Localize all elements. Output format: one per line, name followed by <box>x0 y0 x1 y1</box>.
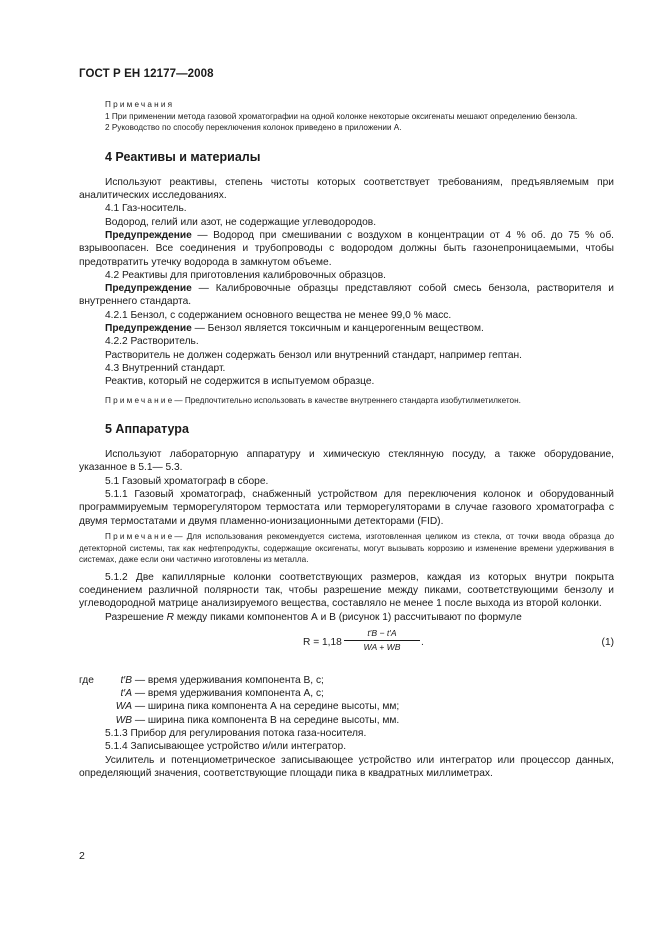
warning-text: — Бензол является токсичным и канцерогенным веществом. <box>191 323 484 335</box>
paragraph: Разрешение R между пиками компонентов А и В (рисунок 1) рассчитывают по формуле <box>105 611 522 623</box>
document-header: ГОСТ Р ЕН 12177—2008 <box>79 68 214 80</box>
warning-text: — Калибровочные образцы представляют собой смесь бензола, растворителя и внутреннего стандарта. <box>79 283 614 308</box>
symbol: WB <box>115 714 132 726</box>
equation-number: (1) <box>601 636 614 648</box>
paragraph: Усилитель и потенциометрическое записывающее устройство или интегратор или процессор данных, определяющий значения, соответствующие площади пика в квадратных миллиметрах. <box>79 754 614 779</box>
definition-row: WB — ширина пика компонента В на середине высоты, мм. <box>79 714 614 727</box>
page-number: 2 <box>79 850 85 862</box>
paragraph: Реактив, который не содержится в испытуемом образце. <box>105 376 375 388</box>
section-5-heading: 5 Аппаратура <box>105 422 189 437</box>
note-label: Примечание <box>105 531 175 541</box>
paragraph: 4.2.1 Бензол, с содержанием основного вещества не менее 99,0 % масс. <box>105 309 452 321</box>
paragraph: Используют лабораторную аппаратуру и химическую стеклянную посуду, а также оборудование, указанное в 5.1— 5.3. <box>79 449 614 474</box>
definition-row: где t′B — время удерживания компонента В, с; <box>79 674 324 686</box>
paragraph: 4.3 Внутренний стандарт. <box>105 362 226 374</box>
document-body <box>79 99 614 780</box>
paragraph: 5.1 Газовый хроматограф в сборе. <box>105 475 269 487</box>
paragraph: 5.1.2 Две капиллярные колонки соответствующих размеров, каждая из которых внутри покрыта соединением различной полярности так, чтобы разрешение между пиками, соответствующими бензолу и углеводородной матрице анализируемого вещества, составляло не менее 1 после выхода из второй колонки. <box>79 571 614 610</box>
paragraph: Водород, гелий или азот, не содержащие углеводородов. <box>105 216 377 228</box>
fraction-bar <box>344 640 420 641</box>
note-text: — Предпочтительно использовать в качестве внутреннего стандарта изобутилметилкетон. <box>174 395 521 405</box>
note-text: — Для использования рекомендуется система, изготовленная целиком из стекла, от точки ввода образца до детекторной системы, так как нефтепродукты, содержащие оксигенаты, могут вызывать коррозию и изменение времени удерживания в системах, даже если они частично изготовлены из металла. <box>79 531 614 565</box>
variable-r: R <box>166 611 175 623</box>
section-5-note <box>79 531 614 566</box>
paragraph: 4.2 Реактивы для приготовления калибровочных образцов. <box>105 269 386 281</box>
note-item-2: 2 Руководство по способу переключения колонок приведено в приложении А. <box>105 123 402 133</box>
symbol: t′A <box>120 688 132 700</box>
paragraph: 5.1.3 Прибор для регулирования потока газа-носителя. <box>105 728 367 740</box>
paragraph: 4.1 Газ-носитель. <box>105 203 187 215</box>
formula-lhs: R = 1,18 <box>303 636 342 648</box>
definition-row: t′A — время удерживания компонента А, с; <box>79 687 614 700</box>
paragraph: 5.1.4 Записывающее устройство и/или интегратор. <box>105 741 347 753</box>
definition-row: WA — ширина пика компонента А на середине высоты, мм; <box>79 700 614 713</box>
symbol-definitions <box>79 674 614 727</box>
paragraph: 5.1.1 Газовый хроматограф, снабженный устройством для переключения колонок и оборудованный программируемым терморегулятором термостата или терморегуляторами в случае газового хроматографа с двумя термостатами и двумя пламенно-ионизационными детекторами (FID). <box>79 489 614 527</box>
paragraph: Используют реактивы, степень чистоты которых соответствует требованиям, предъявляемым при аналитических исследованиях. <box>79 176 614 202</box>
note-item-1: 1 При применении метода газовой хроматографии на одной колонке некоторые оксигенаты мешают определению бензола. <box>105 111 578 121</box>
section-4-heading: 4 Реактивы и материалы <box>105 149 261 164</box>
notes-label: Примечания <box>105 100 175 109</box>
warning-text: — Водород при смешивании с воздухом в концентрации от 4 % об. до 75 % об. взрывоопасен. Все соединения и трубопроводы с водородом должны быть газонепроницаемыми, чтобы предотвратить утечку водорода в замкнутом объеме. <box>79 229 614 268</box>
warning-label: Предупреждение <box>105 323 192 335</box>
paragraph: 4.2.2 Растворитель. <box>105 336 199 348</box>
formula-end-dot: . <box>421 636 424 648</box>
warning-paragraph <box>79 229 614 269</box>
formula-numerator: t′B − t′A <box>367 627 397 638</box>
symbol: t′B <box>120 674 132 686</box>
section-4-note <box>79 395 614 407</box>
warning-label: Предупреждение <box>105 229 192 241</box>
note-label: Примечание <box>105 395 175 405</box>
resolution-formula <box>79 626 614 666</box>
warning-paragraph <box>79 282 614 309</box>
symbol: WA <box>115 701 132 713</box>
formula-denominator: WA + WB <box>363 641 401 652</box>
warning-label: Предупреждение <box>105 283 192 295</box>
notes-block <box>79 99 614 134</box>
paragraph: Растворитель не должен содержать бензол или внутренний стандарт, например гептан. <box>105 349 522 361</box>
warning-paragraph <box>79 322 614 335</box>
formula-fraction <box>344 628 420 652</box>
